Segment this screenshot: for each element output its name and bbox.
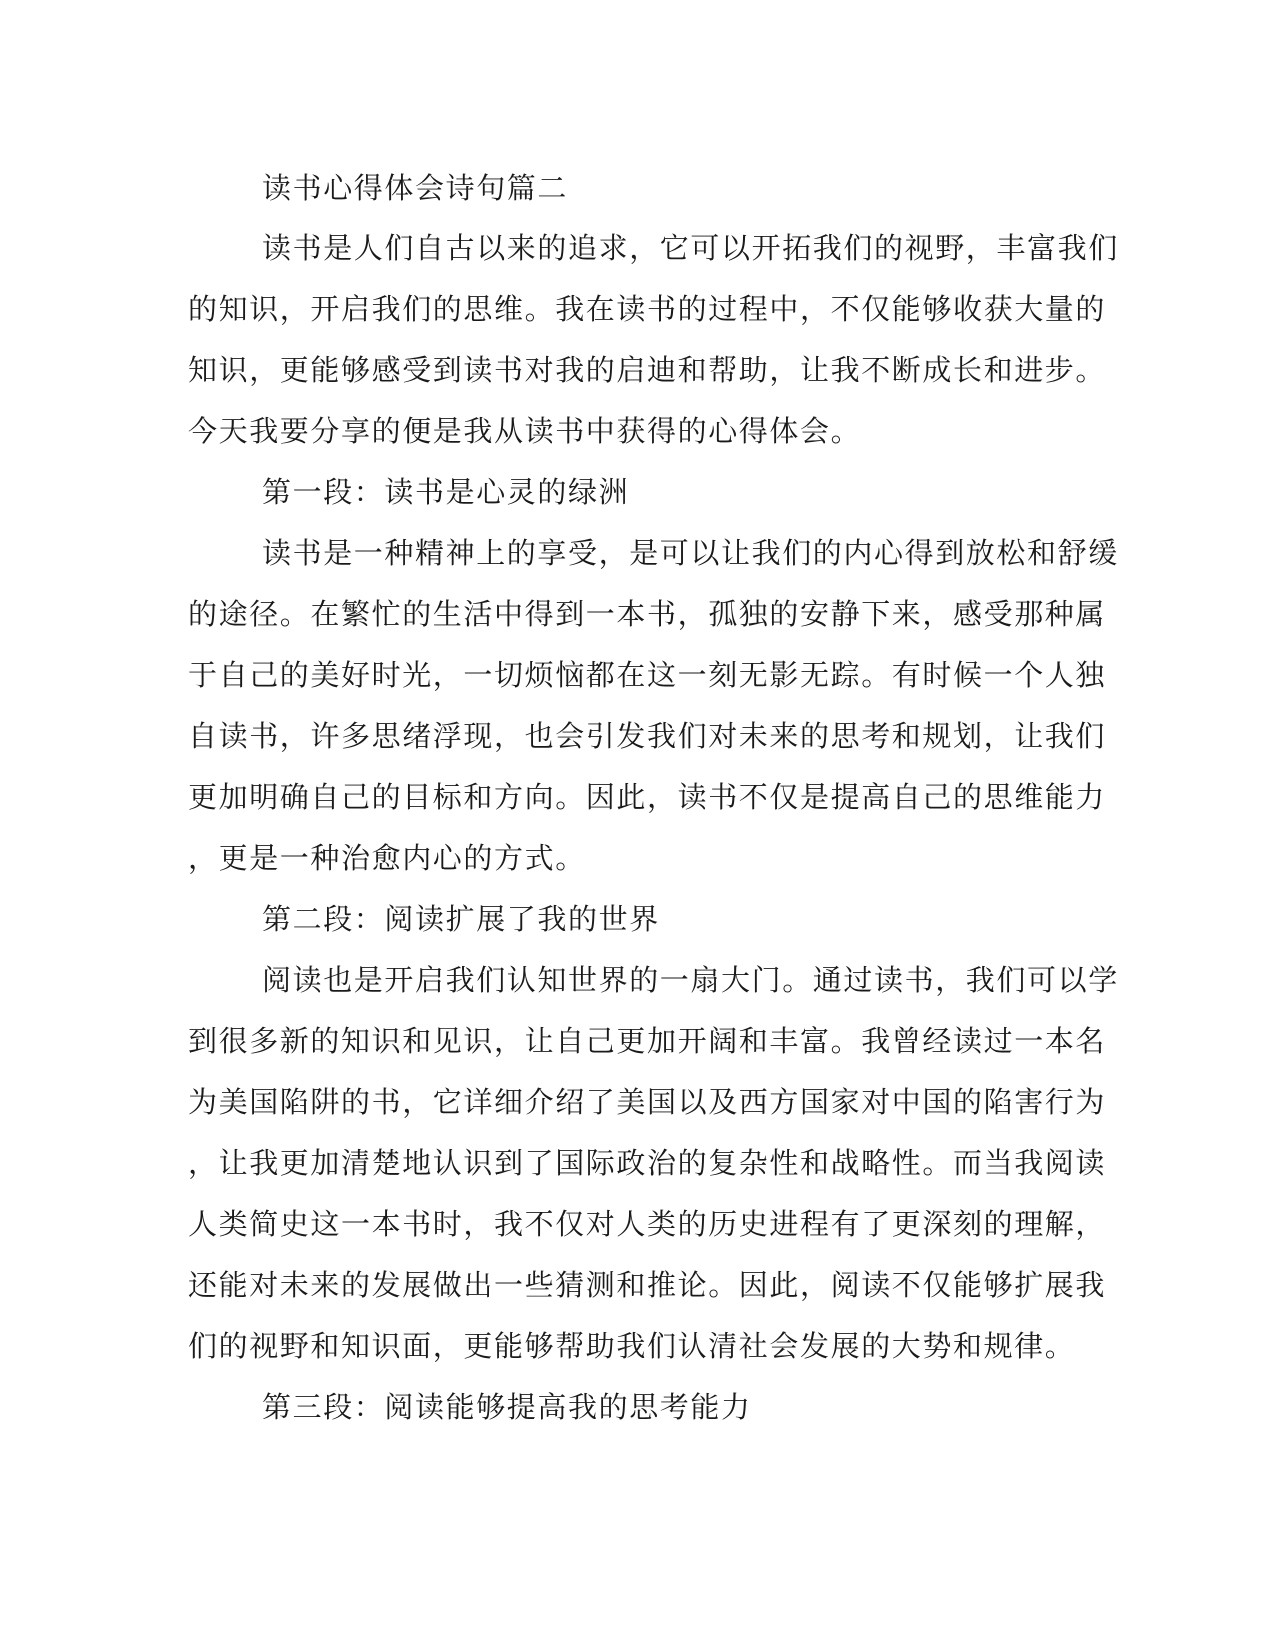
section1-line: 于自己的美好时光，一切烦恼都在这一刻无影无踪。有时候一个人独 bbox=[188, 658, 1107, 692]
section1-heading: 第一段：读书是心灵的绿洲 bbox=[262, 475, 630, 509]
section2-line: 为美国陷阱的书，它详细介绍了美国以及西方国家对中国的陷害行为 bbox=[188, 1085, 1107, 1119]
section2-line: 们的视野和知识面，更能够帮助我们认清社会发展的大势和规律。 bbox=[188, 1329, 1076, 1363]
section3-heading: 第三段：阅读能够提高我的思考能力 bbox=[262, 1390, 752, 1424]
section2-line: 还能对未来的发展做出一些猜测和推论。因此，阅读不仅能够扩展我 bbox=[188, 1268, 1107, 1302]
intro-line: 知识，更能够感受到读书对我的启迪和帮助，让我不断成长和进步。 bbox=[188, 353, 1107, 387]
section2-heading: 第二段：阅读扩展了我的世界 bbox=[262, 902, 660, 936]
section2-line: 到很多新的知识和见识，让自己更加开阔和丰富。我曾经读过一本名 bbox=[188, 1024, 1107, 1058]
section1-line: ，更是一种治愈内心的方式。 bbox=[188, 841, 586, 875]
section1-line: 更加明确自己的目标和方向。因此，读书不仅是提高自己的思维能力 bbox=[188, 780, 1107, 814]
intro-line: 的知识，开启我们的思维。我在读书的过程中，不仅能够收获大量的 bbox=[188, 292, 1107, 326]
section1-line: 自读书，许多思绪浮现，也会引发我们对未来的思考和规划，让我们 bbox=[188, 719, 1107, 753]
section2-line: 人类简史这一本书时，我不仅对人类的历史进程有了更深刻的理解， bbox=[188, 1207, 1107, 1241]
intro-line: 今天我要分享的便是我从读书中获得的心得体会。 bbox=[188, 414, 862, 448]
intro-line: 读书是人们自古以来的追求，它可以开拓我们的视野，丰富我们 bbox=[262, 231, 1119, 265]
section2-line: ，让我更加清楚地认识到了国际政治的复杂性和战略性。而当我阅读 bbox=[188, 1146, 1107, 1180]
section2-line: 阅读也是开启我们认知世界的一扇大门。通过读书，我们可以学 bbox=[262, 963, 1119, 997]
section1-line: 的途径。在繁忙的生活中得到一本书，孤独的安静下来，感受那种属 bbox=[188, 597, 1107, 631]
document-title: 读书心得体会诗句篇二 bbox=[262, 171, 569, 205]
section1-line: 读书是一种精神上的享受，是可以让我们的内心得到放松和舒缓 bbox=[262, 536, 1119, 570]
